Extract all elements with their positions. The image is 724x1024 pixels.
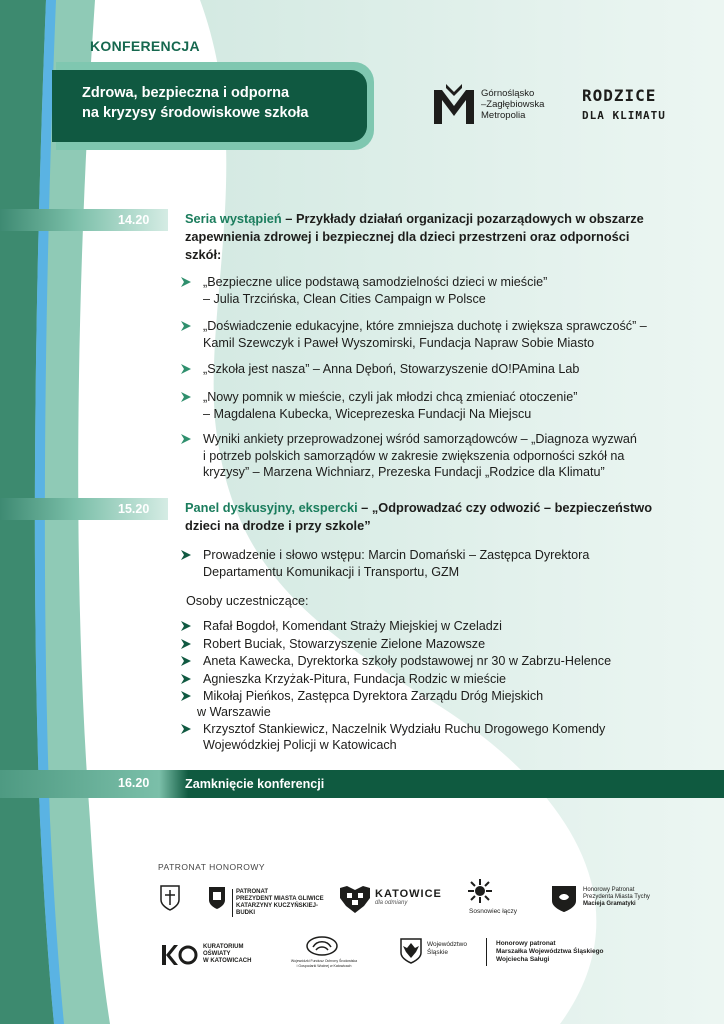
wojewodztwo-text (427, 941, 467, 957)
list-item (181, 618, 711, 636)
gzm-line-1: Górnośląsko (481, 88, 535, 99)
tychy-line-2: Prezydenta Miasta Tychy (583, 894, 650, 900)
session-title-accent: Panel dyskusyjny, ekspercki (185, 500, 358, 515)
item-line-1: „Szkoła jest nasza” – Anna Dęboń, Stowarzyszenie dO!PAmina Lab (203, 362, 580, 376)
participant-line-1: Robert Buciak, Stowarzyszenie Zielone Mazowsze (203, 636, 486, 651)
gzm-line-2: –Zagłębiowska (481, 99, 545, 110)
kuratorium-text (203, 944, 273, 965)
marszalek-patronage-text (496, 940, 626, 964)
rodzice-line-1: RODZICE (582, 86, 657, 105)
title-line-1: Zdrowa, bezpieczna i odporna (82, 85, 290, 101)
gzm-logo-icon (432, 82, 476, 126)
tychy-patronage-text (583, 887, 693, 908)
arrow-bullet-icon (181, 321, 191, 331)
rodzice-logo (582, 86, 666, 126)
gliwice-crest-icon (208, 886, 226, 910)
tychy-line-1: Honorowy Patronat (583, 887, 635, 893)
list-item (181, 361, 711, 378)
closing-band (0, 770, 724, 798)
marszalek-line-3: Wojciecha Saługi (496, 956, 550, 963)
rodzice-line-2: DLA KLIMATU (582, 109, 666, 122)
session-time: 15.20 (118, 502, 150, 516)
session-title-accent: Seria wystąpień (185, 211, 282, 226)
session-title-rest: – Przykłady działań organizacji pozarządowych w obszarze (281, 211, 644, 226)
wfos-line-2: i Gospodarki Wodnej w Katowicach (296, 963, 352, 968)
wfos-line-1: Wojewódzki Fundusz Ochrony Środowiska (290, 959, 358, 963)
item-line-2: i potrzeb polskich samorządów w zakresie zwiększenia odporności szkół na (203, 448, 625, 463)
moderator-item (181, 547, 711, 580)
item-line-1: Wyniki ankiety przeprowadzonej wśród samorządowców – „Diagnoza wyzwań (203, 432, 637, 446)
tychy-crest-icon (551, 885, 577, 913)
arrow-bullet-icon (181, 656, 191, 666)
gliwice-line-1: PATRONAT (236, 889, 268, 895)
list-item (181, 431, 711, 481)
session-time: 14.20 (118, 213, 150, 227)
arrow-bullet-icon (181, 691, 191, 701)
marszalek-line-1: Honorowy patronat (496, 940, 556, 947)
gliwice-line-3: KATARZYNY KUCZYŃSKIEJ-BUDKI (236, 903, 319, 916)
list-item (181, 721, 711, 753)
session-time: 16.20 (118, 776, 150, 790)
arrow-bullet-icon (181, 550, 191, 560)
katowice-name: KATOWICE (375, 888, 442, 900)
arrow-bullet-icon (181, 674, 191, 684)
arrow-bullet-icon (181, 364, 191, 374)
wojewodztwo-line-1: Województwo (427, 941, 467, 948)
participant-line-1: Rafał Bogdoł, Komendant Straży Miejskiej w Czeladzi (203, 619, 502, 633)
kuratorium-line-3: W KATOWICACH (203, 958, 252, 964)
katowice-logo-text (375, 888, 442, 906)
session-title (185, 499, 715, 535)
item-line-2: Kamil Szewczyk i Paweł Wyszomirski, Fundacja Napraw Sobie Miasto (203, 335, 595, 350)
divider (486, 938, 487, 966)
list-item (181, 389, 711, 422)
participant-line-1: Mikołaj Pieńkos, Zastępca Dyrektora Zarządu Dróg Miejskich (203, 689, 544, 703)
item-line-1: „Doświadczenie edukacyjne, które zmniejsza duchotę i zwiększa sprawczość” – (203, 319, 647, 333)
list-item (181, 688, 711, 720)
wfos-logo-icon (305, 935, 339, 957)
participant-line-1: Krzysztof Stankiewicz, Naczelnik Wydziału Ruchu Drogowego Komendy (203, 722, 606, 736)
participants-label: Osoby uczestniczące: (186, 594, 309, 608)
gzm-line-3: Metropolia (481, 110, 526, 121)
katowice-logo-icon (338, 884, 372, 914)
session-title-line-2: zapewnienia zdrowej i bezpiecznej dla dzieci przestrzeni oraz odporności (185, 229, 630, 244)
katowice-tag: dla odmiany (375, 900, 408, 906)
gzm-logo-text (481, 88, 544, 121)
list-item (181, 274, 711, 307)
kicker-label: KONFERENCJA (90, 38, 200, 54)
closing-title: Zamknięcie konferencji (185, 777, 325, 791)
list-item (181, 318, 711, 351)
sosnowiec-logo-text: Sosnowiec łączy (469, 908, 518, 915)
sosnowiec-logo-icon (465, 878, 495, 904)
arrow-bullet-icon (181, 724, 191, 734)
silesia-eagle-icon (400, 938, 422, 964)
arrow-bullet-icon (181, 277, 191, 287)
patronage-label: PATRONAT HONOROWY (158, 862, 266, 872)
list-item (181, 671, 711, 689)
item-line-3: kryzysy” – Marzena Wichniarz, Prezeska Fundacji „Rodzice dla Klimatu” (203, 465, 605, 479)
kuratorium-logo-icon (160, 943, 198, 967)
list-item (181, 653, 711, 671)
gliwice-patronage-text (232, 889, 326, 917)
item-line-2: – Julia Trzcińska, Clean Cities Campaign w Polsce (203, 291, 486, 306)
title-box (52, 70, 367, 142)
moderator-line-2: Departamentu Komunikacji i Transportu, GZM (203, 564, 460, 579)
session-title-line-2: dzieci na drodze i przy szkole” (185, 518, 371, 533)
participant-line-1: Agnieszka Krzyżak-Pitura, Fundacja Rodzic w mieście (203, 671, 507, 686)
participant-line-2: Wojewódzkiej Policji w Katowicach (203, 738, 397, 752)
item-line-1: „Nowy pomnik w mieście, czyli jak młodzi chcą zmieniać otoczenie” (203, 390, 578, 404)
arrow-bullet-icon (181, 392, 191, 402)
kuratorium-line-1: KURATORIUM (203, 944, 244, 950)
arrow-bullet-icon (181, 434, 191, 444)
arrow-bullet-icon (181, 639, 191, 649)
title-line-2: na kryzysy środowiskowe szkoła (82, 105, 309, 121)
item-line-2: – Magdalena Kubecka, Wiceprezeska Fundacji Na Miejscu (203, 406, 532, 421)
session-title-line-3: szkół: (185, 247, 222, 262)
arrow-bullet-icon (181, 621, 191, 631)
participant-line-2: w Warszawie (197, 705, 271, 719)
wojewodztwo-line-2: Śląskie (427, 949, 448, 956)
list-item (181, 636, 711, 654)
marszalek-line-2: Marszałka Województwa Śląskiego (496, 948, 604, 955)
moderator-line-1: Prowadzenie i słowo wstępu: Marcin Domański – Zastępca Dyrektora (203, 548, 590, 562)
participant-line-1: Aneta Kawecka, Dyrektorka szkoły podstawowej nr 30 w Zabrzu-Helence (203, 654, 612, 668)
kuratorium-line-2: OŚWIATY (203, 951, 231, 957)
gliwice-line-2: PREZYDENT MIASTA GLIWICE (236, 896, 324, 902)
tychy-line-3: Macieja Gramatyki (583, 901, 636, 907)
participants-list (181, 618, 711, 753)
session-title (185, 210, 705, 264)
item-line-1: „Bezpieczne ulice podstawą samodzielności dzieci w mieście” (203, 275, 548, 289)
wfos-text (285, 959, 363, 968)
coat-of-arms-icon (160, 885, 180, 911)
session-title-rest: – „Odprowadzać czy odwozić – bezpieczeństwo (357, 500, 653, 515)
